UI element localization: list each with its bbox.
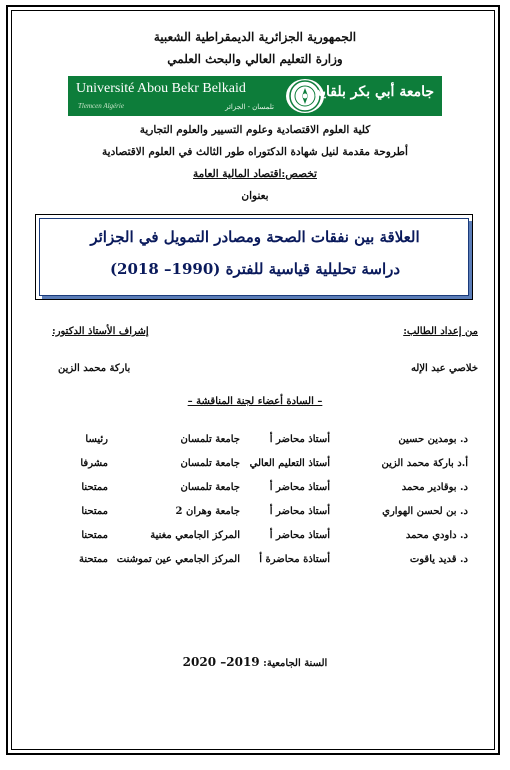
ministry-header: وزارة التعليم العالي والبحث العلمي bbox=[167, 52, 343, 66]
member-role: رئيسا bbox=[85, 434, 108, 445]
seal-caption: تلمسان - الجزائر bbox=[225, 103, 274, 111]
member-rank: أستاذ محاضر أ bbox=[269, 506, 330, 517]
member-name: د. داودي محمد bbox=[405, 530, 468, 541]
member-name: د. بومدين حسين bbox=[398, 434, 468, 445]
member-name: أ.د باركة محمد الزين bbox=[381, 458, 468, 469]
member-institution: جامعة تلمسان bbox=[180, 482, 240, 493]
member-name: د. بوقادير محمد bbox=[401, 482, 468, 493]
supervisor-label: إشراف الأستاذ الدكتور: bbox=[52, 326, 149, 337]
member-rank: أستاذ محاضر أ bbox=[269, 530, 330, 541]
member-name: د. بن لحسن الهواري bbox=[382, 506, 468, 517]
member-rank: أستاذ محاضر أ bbox=[269, 482, 330, 493]
university-name-fr: Université Abou Bekr Belkaid bbox=[76, 81, 246, 96]
entitled-line: بعنوان bbox=[241, 190, 269, 202]
member-rank: أستاذ التعليم العالي bbox=[249, 458, 330, 469]
member-role: مشرفا bbox=[80, 458, 108, 469]
member-role: ممتحنا bbox=[81, 482, 108, 493]
university-location-fr: Tlemcen Algérie bbox=[78, 102, 124, 110]
university-banner bbox=[68, 76, 442, 116]
student-name: خلاصي عبد الإله bbox=[410, 363, 478, 374]
member-institution: جامعة وهران 2 bbox=[175, 506, 240, 517]
member-institution: جامعة تلمسان bbox=[180, 434, 240, 445]
member-role: ممتحنا bbox=[81, 506, 108, 517]
member-name: د. قديد ياقوت bbox=[409, 554, 468, 565]
thesis-title-line1: العلاقة بين نفقات الصحة ومصادر التمويل في الجزائر bbox=[90, 228, 420, 246]
thesis-title-line2: دراسة تحليلية قياسية للفترة (1990– 2018) bbox=[109, 260, 401, 278]
member-role: ممتحنا bbox=[81, 530, 108, 541]
page-border-inner bbox=[11, 10, 495, 750]
student-label: من إعداد الطالب: bbox=[403, 326, 478, 337]
member-role: ممتحنة bbox=[79, 554, 108, 565]
thesis-line: أطروحة مقدمة لنيل شهادة الدكتوراه طور الثالث في العلوم الاقتصادية bbox=[102, 146, 408, 158]
academic-year-label: السنة الجامعية: bbox=[263, 658, 328, 669]
member-rank: أستاذ محاضر أ bbox=[269, 434, 330, 445]
faculty-line: كلية العلوم الاقتصادية وعلوم التسيير والعلوم التجارية bbox=[139, 124, 371, 136]
republic-header: الجمهورية الجزائرية الديمقراطية الشعبية bbox=[153, 30, 357, 44]
university-name-ar: جامعة أبي بكر بلقايد bbox=[314, 84, 434, 100]
committee-heading: – السادة أعضاء لجنة المناقشة – bbox=[187, 396, 323, 407]
member-institution: المركز الجامعي عين تموشنت bbox=[116, 554, 240, 565]
academic-year-value: 2019– 2020 bbox=[182, 655, 260, 669]
specialty-line: تخصص:اقتصاد المالية العامة bbox=[193, 168, 317, 180]
member-rank: أستاذة محاضرة أ bbox=[259, 554, 330, 565]
member-institution: جامعة تلمسان bbox=[180, 458, 240, 469]
supervisor-name: باركة محمد الزين bbox=[58, 363, 131, 374]
academic-year bbox=[0, 655, 510, 669]
member-institution: المركز الجامعي مغنية bbox=[150, 530, 240, 541]
